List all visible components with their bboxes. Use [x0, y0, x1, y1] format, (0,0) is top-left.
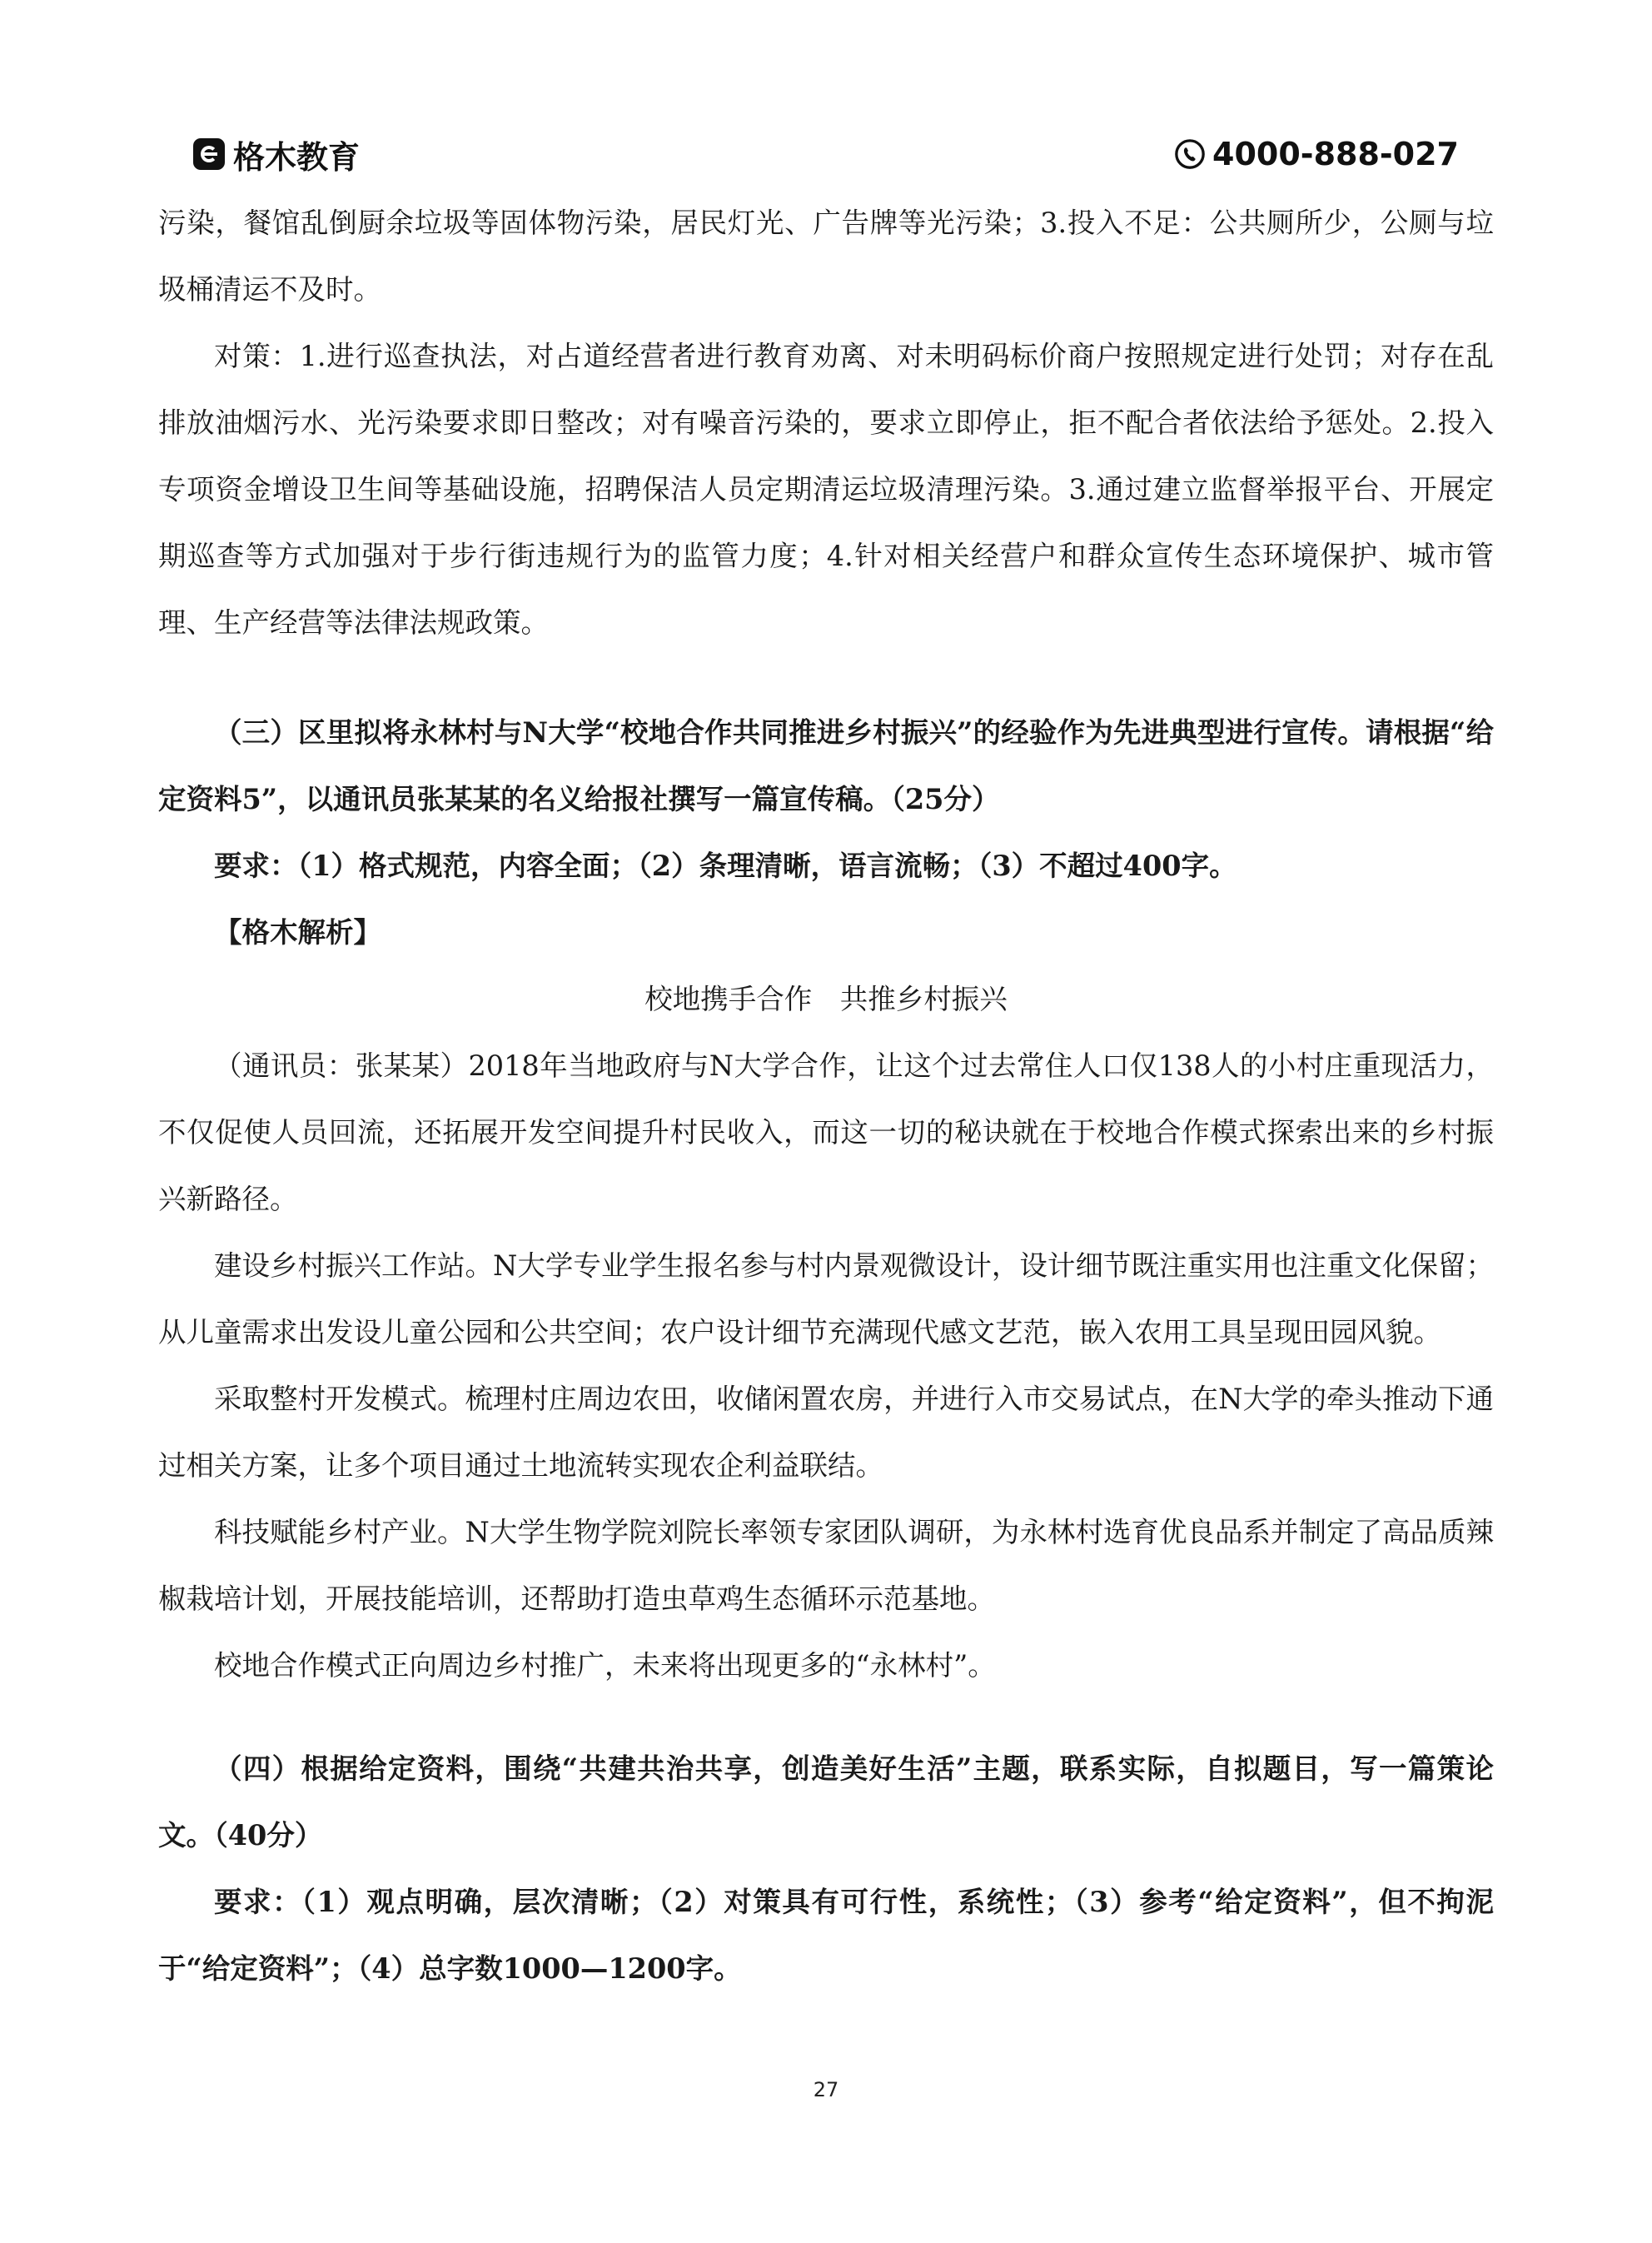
- phone-contact: [1174, 136, 1459, 172]
- article-paragraph-1: （通讯员：张某某）2018年当地政府与N大学合作，让这个过去常住人口仅138人的小村庄重现活力，不仅促使人员回流，还拓展开发空间提升村民收入，而这一切的秘诀就在于校地合作模式探索出来的乡村振兴新路径。: [158, 1049, 1494, 1215]
- brand: [193, 132, 360, 177]
- question-3: （三）区里拟将永林村与N大学“校地合作共同推进乡村振兴”的经验作为先进典型进行宣传。请根据“给定资料5”，以通讯员张某某的名义给报社撰写一篇宣传稿。（25分）: [158, 716, 1494, 815]
- question-4-requirements: 要求：（1）观点明确，层次清晰；（2）对策具有可行性，系统性；（3）参考“给定资料”，但不拘泥于“给定资料”；（4）总字数1000—1200字。: [158, 1886, 1494, 1985]
- phone-icon: [1174, 138, 1206, 170]
- question-3-requirements: 要求：（1）格式规范，内容全面；（2）条理清晰，语言流畅；（3）不超过400字。: [214, 850, 1237, 882]
- article-paragraph-2: 建设乡村振兴工作站。N大学专业学生报名参与村内景观微设计，设计细节既注重实用也注重文化保留；从儿童需求出发设儿童公园和公共空间；农户设计细节充满现代感文艺范，嵌入农用工具呈现田园风貌。: [158, 1249, 1494, 1348]
- article-title: 校地携手合作 共推乡村振兴: [644, 983, 1008, 1015]
- article-paragraph-3: 采取整村开发模式。梳理村庄周边农田，收储闲置农房，并进行入市交易试点，在N大学的牵头推动下通过相关方案，让多个项目通过土地流转实现农企利益联结。: [158, 1383, 1494, 1482]
- spacer: [158, 656, 1494, 700]
- article-paragraph-4: 科技赋能乡村产业。N大学生物学院刘院长率领专家团队调研，为永林村选育优良品系并制定了高品质辣椒栽培计划，开展技能培训，还帮助打造虫草鸡生态循环示范基地。: [158, 1516, 1494, 1615]
- page-header: [193, 125, 1459, 183]
- paragraph-countermeasures: 对策：1.进行巡查执法，对占道经营者进行教育劝离、对未明码标价商户按照规定进行处罚；对存在乱排放油烟污水、光污染要求即日整改；对有噪音污染的，要求立即停止，拒不配合者依法给予惩处。2.投入专项资金增设卫生间等基础设施，招聘保洁人员定期清运垃圾清理污染。3.通过建立监督举报平台、开展定期巡查等方式加强对于步行街违规行为的监管力度；4.针对相关经营户和群众宣传生态环境保护、城市管理、生产经营等法律法规政策。: [158, 340, 1494, 639]
- page-number: 27: [813, 2078, 839, 2101]
- paragraph-pollution-continued: 污染，餐馆乱倒厨余垃圾等固体物污染，居民灯光、广告牌等光污染；3.投入不足：公共厕所少，公厕与垃圾桶清运不及时。: [158, 207, 1494, 306]
- analysis-label: 【格木解析】: [214, 916, 381, 949]
- brand-logo-icon: [193, 138, 225, 170]
- brand-name: 格木教育: [233, 138, 361, 176]
- question-4: （四）根据给定资料，围绕“共建共治共享，创造美好生活”主题，联系实际，自拟题目，写一篇策论文。（40分）: [158, 1752, 1494, 1852]
- phone-number: 4000-888-027: [1212, 136, 1459, 172]
- spacer: [158, 1699, 1494, 1736]
- document-body: [158, 190, 1494, 2002]
- article-paragraph-5: 校地合作模式正向周边乡村推广，未来将出现更多的“永林村”。: [214, 1649, 996, 1682]
